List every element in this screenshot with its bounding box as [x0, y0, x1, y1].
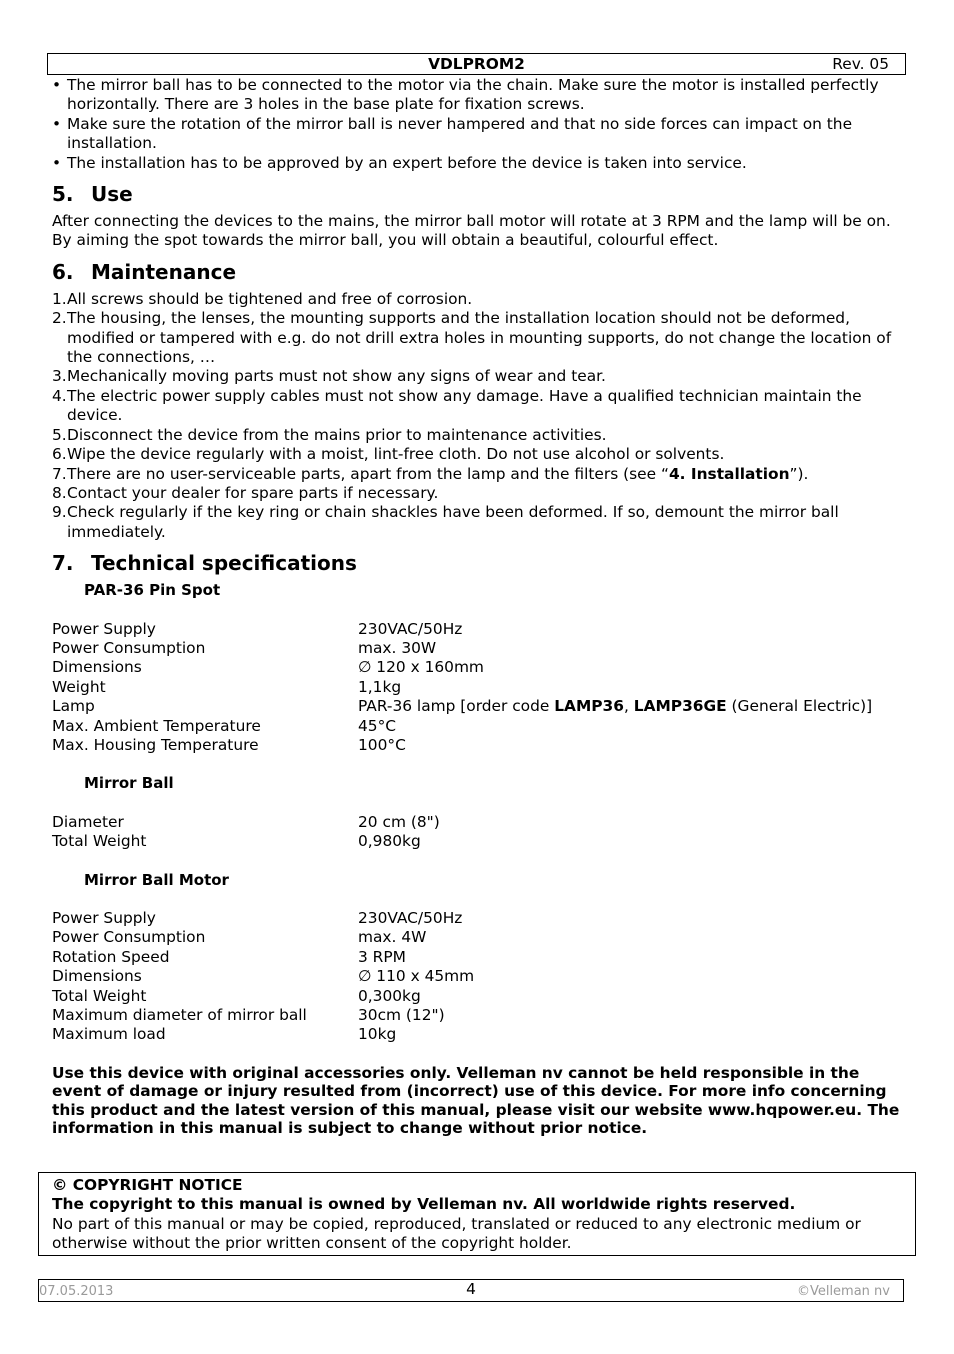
item-text: Disconnect the device from the mains prior to maintenance activities.	[67, 425, 607, 444]
section-number: 5.	[52, 182, 74, 207]
item-number: 2.	[52, 309, 67, 328]
item-text: All screws should be tightened and free of corrosion.	[67, 289, 473, 308]
footer-date: 07.05.2013	[39, 1284, 114, 1299]
spec-key: Lamp	[52, 697, 95, 716]
copyright-notice-box	[38, 1172, 916, 1256]
spec-value: max. 4W	[358, 928, 427, 947]
item-text: Wipe the device regularly with a moist, lint-free cloth. Do not use alcohol or solvents.	[67, 445, 725, 464]
spec-row	[52, 697, 872, 716]
spec-key: Power Supply	[52, 909, 156, 927]
maintenance-item	[52, 367, 902, 386]
bullet-item: • The mirror ball has to be connected to the motor via the chain. Make sure the motor is installed perfectly horizontally. There are 3 holes in the base plate for fixation screws.	[52, 76, 902, 115]
spec-value: 230VAC/50Hz	[358, 909, 463, 927]
page-header	[47, 53, 906, 75]
spec-key: Power Consumption	[52, 928, 206, 947]
installation-bullet-list	[52, 76, 902, 173]
usage-notice: Use this device with original accessories only. Velleman nv cannot be held responsible in the event of damage or injury resulted from (incorrect) use of this device. For more info concerning this product and the latest version of this manual, please visit our website www.hqpower.eu. The information in this manual is subject to change without prior notice.	[52, 1063, 900, 1138]
motor-spec-table	[52, 909, 474, 1045]
installation-reference: 4. Installation	[668, 464, 790, 483]
section-heading-maintenance	[52, 260, 902, 284]
spec-row	[52, 928, 474, 947]
item-text: Contact your dealer for spare parts if necessary.	[67, 483, 439, 502]
lamp-text: (General Electric)]	[726, 697, 873, 716]
page-content	[52, 76, 902, 1138]
maintenance-item	[52, 426, 902, 445]
maintenance-item	[52, 484, 902, 503]
header-revision: Rev. 05	[832, 55, 889, 73]
spec-key: Weight	[52, 677, 106, 696]
section-heading-specs	[52, 551, 902, 575]
item-text: The housing, the lenses, the mounting supports and the installation location should not be deformed, modified or tampered with e.g. do not drill extra holes in mounting supports, do not change the location of the connections, …	[67, 309, 892, 367]
section-number: 7.	[52, 551, 74, 576]
lamp-text: ,	[623, 697, 634, 716]
copyright-text: No part of this manual or may be copied, reproduced, translated or reduced to any electronic medium or otherwise without the prior written consent of the copyright holder.	[52, 1214, 861, 1253]
spec-row	[52, 948, 474, 967]
spec-key: Power Consumption	[52, 638, 206, 657]
spec-row	[52, 813, 440, 832]
section-title: Use	[91, 182, 133, 207]
spec-key: Maximum load	[52, 1025, 166, 1044]
page-number: 4	[466, 1280, 476, 1298]
item-text: Mechanically moving parts must not show any signs of wear and tear.	[67, 367, 606, 386]
spec-row	[52, 639, 872, 658]
spec-value: 230VAC/50Hz	[358, 619, 463, 638]
pinspot-heading: PAR-36 Pin Spot	[84, 581, 221, 600]
spec-key: Power Supply	[52, 619, 156, 638]
page-footer	[38, 1279, 904, 1302]
section-heading-use	[52, 182, 902, 206]
spec-value: 100°C	[358, 735, 406, 754]
spec-row	[52, 717, 872, 736]
spec-row	[52, 736, 872, 755]
item-number: 7.	[52, 464, 67, 483]
maintenance-item	[52, 503, 902, 542]
item-text-after: ”).	[789, 464, 809, 483]
spec-key: Diameter	[52, 812, 124, 831]
lamp-code: LAMP36GE	[633, 697, 727, 716]
item-text: The electric power supply cables must not show any damage. Have a qualified technician maintain the device.	[67, 386, 862, 425]
spec-value: 0,980kg	[358, 832, 421, 851]
header-model: VDLPROM2	[428, 55, 525, 73]
spec-row	[52, 658, 872, 677]
motor-heading: Mirror Ball Motor	[84, 870, 229, 889]
maintenance-item	[52, 387, 902, 426]
spec-value: ∅ 120 x 160mm	[358, 658, 484, 677]
spec-value: 45°C	[358, 716, 397, 735]
item-number: 3.	[52, 367, 67, 386]
item-number: 6.	[52, 445, 67, 464]
spec-key: Dimensions	[52, 658, 142, 677]
item-text-before: There are no user-serviceable parts, apart from the lamp and the filters (see “	[67, 464, 669, 483]
item-number: 9.	[52, 503, 67, 522]
item-number: 1.	[52, 289, 67, 308]
mirrorball-heading: Mirror Ball	[84, 774, 174, 793]
spec-value: 0,300kg	[358, 986, 421, 1005]
mirrorball-spec-table	[52, 813, 440, 852]
item-number: 8.	[52, 483, 67, 502]
spec-key: Total Weight	[52, 986, 147, 1005]
spec-key: Total Weight	[52, 832, 147, 851]
use-paragraph: By aiming the spot towards the mirror ball, you will obtain a beautiful, colourful effect.	[52, 231, 719, 250]
spec-value: 3 RPM	[358, 947, 406, 966]
spec-value: 20 cm (8")	[358, 812, 440, 831]
spec-row	[52, 909, 474, 928]
maintenance-item	[52, 465, 902, 484]
spec-row	[52, 967, 474, 986]
spec-key: Dimensions	[52, 967, 142, 986]
item-number: 4.	[52, 386, 67, 405]
copyright-title: © COPYRIGHT NOTICE	[52, 1176, 243, 1194]
maintenance-item	[52, 445, 902, 464]
spec-value: ∅ 110 x 45mm	[358, 967, 475, 986]
spec-value: 10kg	[358, 1025, 397, 1044]
spec-value	[358, 697, 872, 716]
section-title: Maintenance	[91, 259, 237, 284]
maintenance-item	[52, 290, 902, 309]
section-title: Technical specifications	[91, 551, 357, 576]
section-number: 6.	[52, 259, 74, 284]
spec-row	[52, 1025, 474, 1044]
copyright-statement: The copyright to this manual is owned by Velleman nv. All worldwide rights reserved.	[52, 1195, 796, 1214]
spec-value: 30cm (12")	[358, 1006, 445, 1025]
spec-row	[52, 678, 872, 697]
spec-value: max. 30W	[358, 638, 437, 657]
maintenance-list	[52, 290, 902, 542]
pinspot-spec-table	[52, 620, 872, 756]
lamp-code: LAMP36	[554, 697, 624, 716]
use-paragraph: After connecting the devices to the mains, the mirror ball motor will rotate at 3 RPM and the lamp will be on.	[52, 212, 891, 231]
spec-row	[52, 987, 474, 1006]
spec-key: Max. Ambient Temperature	[52, 716, 261, 735]
item-text: Check regularly if the key ring or chain shackles have been deformed. If so, demount the mirror ball immediately.	[67, 503, 839, 541]
footer-copyright: ©Velleman nv	[796, 1284, 890, 1299]
spec-key: Maximum diameter of mirror ball	[52, 1006, 307, 1025]
bullet-item: • Make sure the rotation of the mirror ball is never hampered and that no side forces can impact on the installation.	[52, 115, 902, 154]
item-number: 5.	[52, 425, 67, 444]
bullet-item: • The installation has to be approved by an expert before the device is taken into service.	[52, 154, 902, 173]
spec-key: Max. Housing Temperature	[52, 735, 259, 754]
lamp-text: PAR-36 lamp [order code	[358, 697, 555, 716]
spec-row	[52, 832, 440, 851]
spec-value: 1,1kg	[358, 677, 402, 696]
spec-key: Rotation Speed	[52, 947, 170, 966]
spec-row	[52, 620, 872, 639]
maintenance-item	[52, 309, 902, 367]
spec-row	[52, 1006, 474, 1025]
